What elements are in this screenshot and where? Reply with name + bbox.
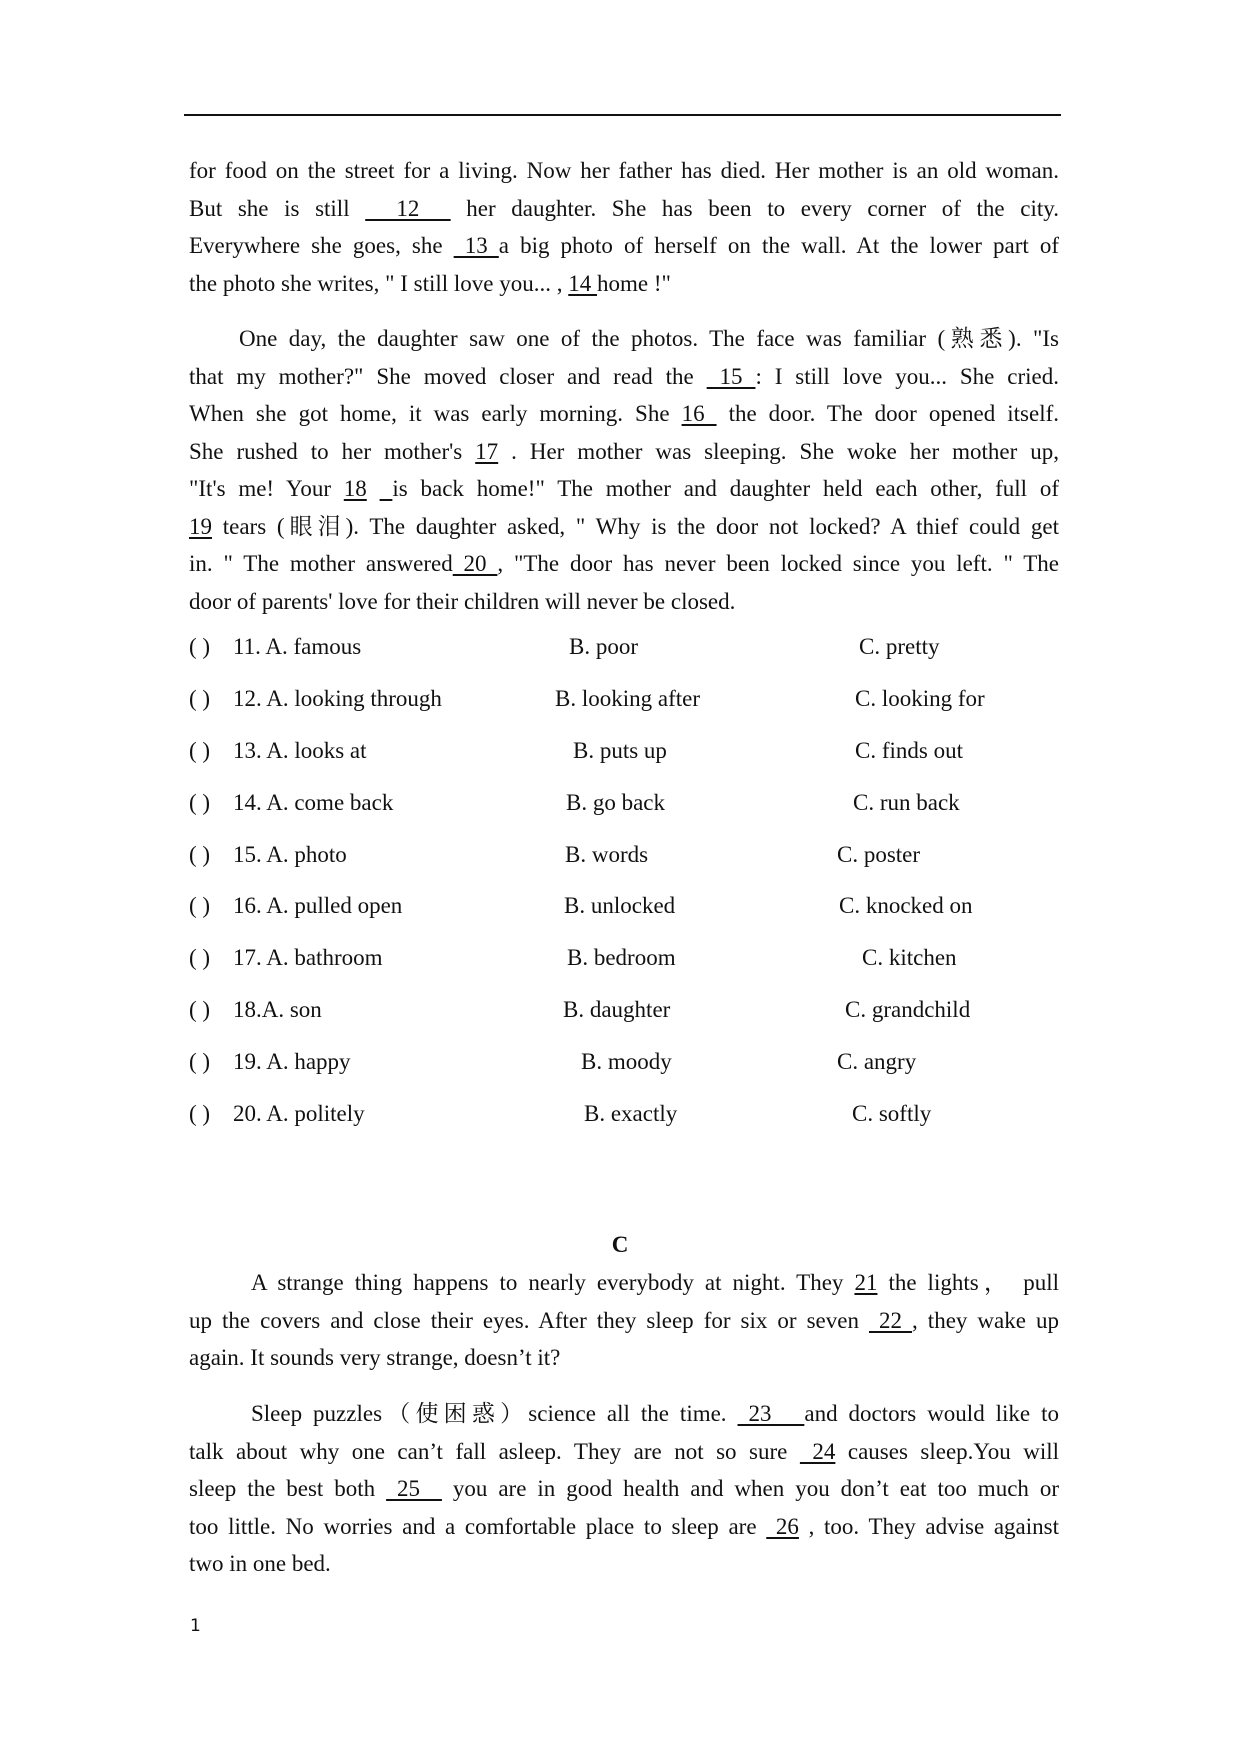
option-b: B. daughter bbox=[563, 997, 671, 1022]
option-a: 11. A. famous bbox=[233, 634, 362, 659]
text-run: door of parents' love for their children will never be closed. bbox=[189, 588, 736, 614]
option-c: C. poster bbox=[837, 842, 921, 867]
option-b: B. unlocked bbox=[564, 893, 676, 918]
text-run: in. " The mother answered bbox=[189, 551, 453, 576]
option-row bbox=[189, 893, 1069, 923]
option-c: C. knocked on bbox=[839, 893, 973, 918]
option-a: 15. A. photo bbox=[233, 842, 347, 867]
option-b: B. looking after bbox=[555, 686, 700, 711]
text-run: sleep the best both bbox=[189, 1476, 387, 1501]
text-line bbox=[189, 1433, 1059, 1471]
option-b: B. moody bbox=[581, 1049, 672, 1074]
blank-number bbox=[380, 476, 393, 501]
blank-number: 14 bbox=[568, 270, 598, 296]
option-c: C. kitchen bbox=[862, 945, 957, 970]
text-line bbox=[189, 265, 1059, 303]
option-a: 14. A. come back bbox=[233, 790, 394, 815]
option-a: 19. A. happy bbox=[233, 1049, 351, 1074]
passage-b-paragraph-2 bbox=[189, 320, 1059, 620]
blank-number: 21 bbox=[854, 1270, 878, 1295]
answer-parentheses: ( ) bbox=[189, 634, 211, 659]
blank-number: 12 bbox=[365, 195, 451, 221]
text-line bbox=[189, 395, 1059, 433]
option-b: B. poor bbox=[569, 634, 638, 659]
blank-number: 18 bbox=[343, 476, 367, 501]
answer-parentheses: ( ) bbox=[189, 997, 211, 1022]
option-c: C. softly bbox=[852, 1101, 932, 1126]
option-row bbox=[189, 790, 1069, 820]
text-run: the lights， pull bbox=[877, 1270, 1060, 1295]
text-run: tears (眼泪). The daughter asked, " Why is the door not locked? A thief could get bbox=[212, 513, 1059, 539]
option-a: 16. A. pulled open bbox=[233, 893, 403, 918]
passage-c-paragraph-2 bbox=[189, 1395, 1059, 1583]
text-line bbox=[189, 545, 1059, 583]
answer-parentheses: ( ) bbox=[189, 686, 211, 711]
text-run: home !" bbox=[597, 270, 671, 296]
text-run: One day, the daughter saw one of the photos. The face was familiar (熟悉). "Is bbox=[239, 326, 1059, 351]
text-run: "It's me! Your bbox=[189, 476, 344, 501]
text-line bbox=[189, 358, 1059, 396]
text-run: up the covers and close their eyes. After they sleep for six or seven bbox=[189, 1307, 869, 1333]
text-line bbox=[189, 320, 1059, 358]
header-rule bbox=[184, 114, 1061, 116]
option-row bbox=[189, 997, 1069, 1027]
option-c: C. pretty bbox=[859, 634, 940, 659]
text-line bbox=[189, 1264, 1059, 1302]
blank-number: 17 bbox=[475, 438, 499, 464]
text-run: , too. They advise against bbox=[798, 1513, 1059, 1539]
page-number: 1 bbox=[190, 1616, 201, 1636]
option-b: B. words bbox=[565, 842, 649, 867]
blank-number: 26 bbox=[766, 1513, 799, 1539]
text-line bbox=[189, 1508, 1059, 1546]
text-run: and doctors would like to bbox=[804, 1401, 1059, 1426]
option-row bbox=[189, 842, 1069, 872]
answer-parentheses: ( ) bbox=[189, 945, 211, 970]
option-c: C. angry bbox=[837, 1049, 917, 1074]
blank-number: 23 bbox=[737, 1401, 805, 1426]
text-run: the photo she writes, " I still love you... , bbox=[189, 270, 569, 296]
text-run: She rushed to her mother's bbox=[189, 438, 476, 464]
text-run: you are in good health and when you don’t eat too much or bbox=[441, 1476, 1060, 1501]
text-run: Everywhere she goes, she bbox=[189, 233, 454, 258]
option-a: 17. A. bathroom bbox=[233, 945, 383, 970]
answer-parentheses: ( ) bbox=[189, 1101, 211, 1126]
option-row bbox=[189, 686, 1069, 716]
text-run: two in one bed. bbox=[189, 1551, 331, 1576]
text-run: again. It sounds very strange, doesn’t it? bbox=[189, 1345, 561, 1370]
text-run bbox=[367, 476, 380, 501]
blank-number: 13 bbox=[453, 233, 499, 258]
option-row bbox=[189, 634, 1069, 664]
option-a: 18.A. son bbox=[233, 997, 322, 1022]
option-c: C. finds out bbox=[855, 738, 963, 763]
text-line bbox=[189, 152, 1059, 190]
text-run: But she is still bbox=[189, 195, 366, 221]
answer-parentheses: ( ) bbox=[189, 790, 211, 815]
text-run: A strange thing happens to nearly everybody at night. They bbox=[251, 1270, 855, 1295]
blank-number: 24 bbox=[799, 1438, 836, 1464]
text-run: for food on the street for a living. Now her father has died. Her mother is an old woman. bbox=[189, 158, 1059, 183]
text-run: that my mother?" She moved closer and read the bbox=[189, 363, 707, 389]
blank-number: 19 bbox=[189, 513, 212, 539]
text-line bbox=[189, 1470, 1059, 1508]
section-title-c: C bbox=[611, 1232, 629, 1257]
answer-parentheses: ( ) bbox=[189, 1049, 211, 1074]
passage-b-paragraph-1 bbox=[189, 152, 1059, 302]
text-line bbox=[189, 190, 1059, 228]
blank-number: 22 bbox=[868, 1307, 913, 1333]
text-run: : I still love you... She cried. bbox=[755, 363, 1059, 389]
option-row bbox=[189, 1049, 1069, 1079]
blank-number: 15 bbox=[706, 363, 756, 389]
option-a: 13. A. looks at bbox=[233, 738, 367, 763]
text-run: Sleep puzzles（使困惑）science all the time. bbox=[251, 1401, 738, 1426]
text-line bbox=[189, 1545, 1059, 1583]
answer-parentheses: ( ) bbox=[189, 893, 211, 918]
option-b: B. puts up bbox=[573, 738, 667, 763]
option-c: C. run back bbox=[853, 790, 960, 815]
text-run: causes sleep.You will bbox=[835, 1438, 1059, 1464]
option-row bbox=[189, 738, 1069, 768]
option-row bbox=[189, 1101, 1069, 1131]
text-run: , they wake up bbox=[912, 1307, 1059, 1333]
text-run: is back home!" The mother and daughter held each other, full of bbox=[392, 476, 1060, 501]
text-line bbox=[189, 583, 1059, 621]
option-a: 20. A. politely bbox=[233, 1101, 365, 1126]
text-run: talk about why one can’t fall asleep. They are not so sure bbox=[189, 1438, 800, 1464]
text-line bbox=[189, 1339, 1059, 1377]
answer-parentheses: ( ) bbox=[189, 842, 211, 867]
text-line bbox=[189, 1395, 1059, 1433]
option-b: B. bedroom bbox=[567, 945, 676, 970]
option-c: C. looking for bbox=[855, 686, 985, 711]
text-run: her daughter. She has been to every corner of the city. bbox=[450, 195, 1059, 221]
option-row bbox=[189, 945, 1069, 975]
text-line bbox=[189, 433, 1059, 471]
blank-number: 16 bbox=[681, 401, 717, 426]
blank-number: 25 bbox=[386, 1476, 442, 1501]
text-run: a big photo of herself on the wall. At the lower part of bbox=[498, 233, 1059, 258]
text-line bbox=[189, 1302, 1059, 1340]
option-b: B. exactly bbox=[584, 1101, 678, 1126]
answer-parentheses: ( ) bbox=[189, 738, 211, 763]
text-run: too little. No worries and a comfortable place to sleep are bbox=[189, 1513, 767, 1539]
option-c: C. grandchild bbox=[845, 997, 971, 1022]
blank-number: 20 bbox=[452, 551, 498, 576]
text-line bbox=[189, 227, 1059, 265]
text-run: the door. The door opened itself. bbox=[716, 401, 1059, 426]
text-line bbox=[189, 470, 1059, 508]
text-run: , "The door has never been locked since you left. " The bbox=[497, 551, 1060, 576]
passage-c-paragraph-1 bbox=[189, 1264, 1059, 1377]
text-run: When she got home, it was early morning. She bbox=[189, 401, 682, 426]
text-run: . Her mother was sleeping. She woke her mother up, bbox=[498, 438, 1059, 464]
option-b: B. go back bbox=[566, 790, 666, 815]
option-a: 12. A. looking through bbox=[233, 686, 442, 711]
text-line bbox=[189, 508, 1059, 546]
